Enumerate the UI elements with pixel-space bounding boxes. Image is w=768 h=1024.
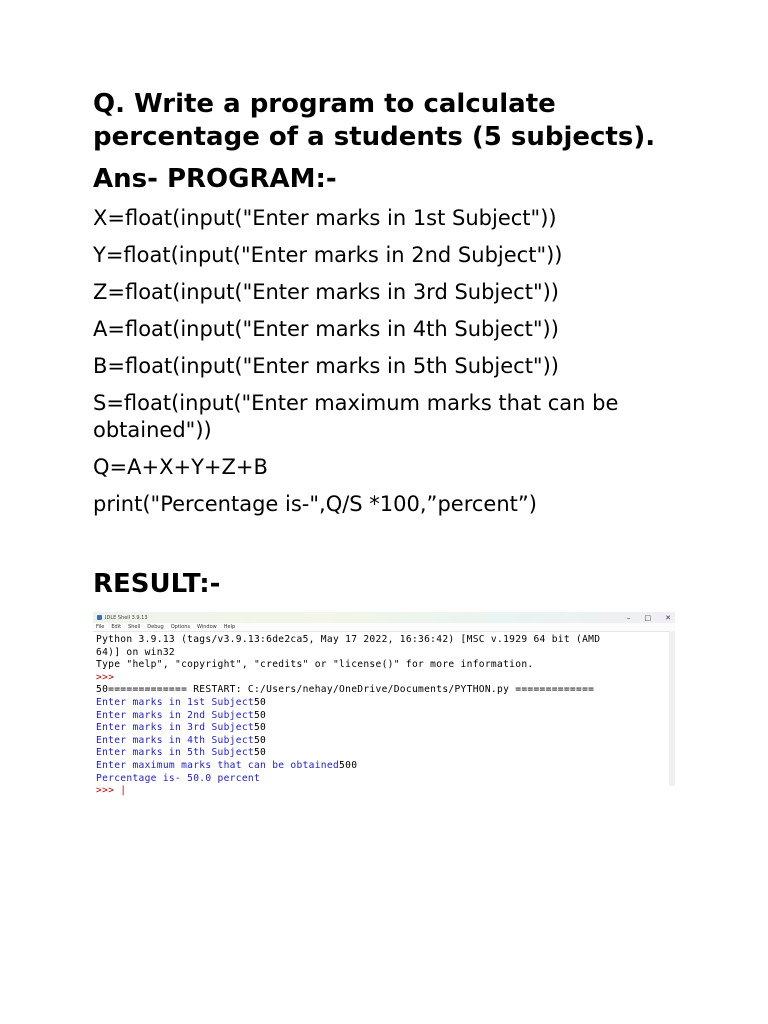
idle-icon [97,615,102,620]
shell-menubar [93,623,675,631]
result-output: Percentage is- 50.0 percent [96,772,261,784]
menu-debug[interactable]: Debug [147,624,164,630]
window-controls [627,614,671,622]
question-text: Q. Write a program to calculate percentage of a students (5 subjects). [93,89,656,152]
io-line [96,697,672,710]
code-line: S=float(input("Enter maximum marks that can be obtained")) [93,391,619,442]
shell-title [97,615,148,621]
io-prompt: Enter marks in 1st Subject [96,696,254,708]
menu-help[interactable]: Help [223,624,236,630]
minimize-button[interactable]: – [627,613,631,622]
shell-output[interactable] [93,631,675,798]
io-input: 50 [253,747,267,759]
banner-line: 64)] on win32 [96,646,175,658]
io-input: 500 [339,759,358,771]
close-button[interactable]: ✕ [665,613,671,622]
io-input: 50 [253,709,267,721]
maximize-button[interactable]: □ [644,613,652,622]
code-line: X=float(input("Enter marks in 1st Subject")) [93,206,557,230]
io-input: 50 [253,734,267,746]
code-line: Z=float(input("Enter marks in 3rd Subject")) [93,280,559,304]
io-line [96,760,672,773]
io-prompt: Enter maximum marks that can be obtained [96,759,340,771]
code-line: Q=A+X+Y+Z+B [93,455,268,479]
code-line: Y=float(input("Enter marks in 2nd Subject")) [93,243,563,267]
code-line: print("Percentage is-",Q/S *100,”percent”) [93,492,537,516]
shell-scrollbar[interactable] [669,631,675,786]
code-line: B=float(input("Enter marks in 5th Subject")) [93,354,559,378]
menu-file[interactable]: File [96,624,105,630]
banner-line: Python 3.9.13 (tags/v3.9.13:6de2ca5, May 17 2022, 16:36:42) [MSC v.1929 64 bit (AMD [96,634,601,645]
shell-prompt: >>> [96,671,115,683]
io-input: 50 [253,722,267,734]
result-heading: RESULT:- [93,569,221,599]
io-prompt: Enter marks in 2nd Subject [96,709,254,721]
io-line [96,735,672,748]
io-input: 50 [253,696,267,708]
io-prompt: Enter marks in 3rd Subject [96,722,254,734]
io-prompt: Enter marks in 4th Subject [96,734,254,746]
program-code [93,205,693,528]
shell-titlebar [93,612,675,623]
final-prompt: >>> | [96,785,127,797]
io-line [96,710,672,723]
menu-shell[interactable]: Shell [128,624,141,630]
shell-title-text: IDLE Shell 3.9.13 [105,614,148,621]
menu-options[interactable]: Options [170,624,191,630]
io-line [96,722,672,735]
io-prompt: Enter marks in 5th Subject [96,747,254,759]
restart-line: 50============= RESTART: C:/Users/nehay/OneDrive/Documents/PYTHON.py ============= [96,684,595,696]
menu-edit[interactable]: Edit [111,624,122,630]
idle-shell-screenshot [93,612,675,797]
io-line [96,747,672,760]
menu-window[interactable]: Window [197,624,217,630]
banner-line: Type "help", "copyright", "credits" or "license()" for more information. [96,659,534,671]
answer-heading: Ans- PROGRAM:- [93,164,337,194]
code-line: A=float(input("Enter marks in 4th Subject")) [93,317,559,341]
